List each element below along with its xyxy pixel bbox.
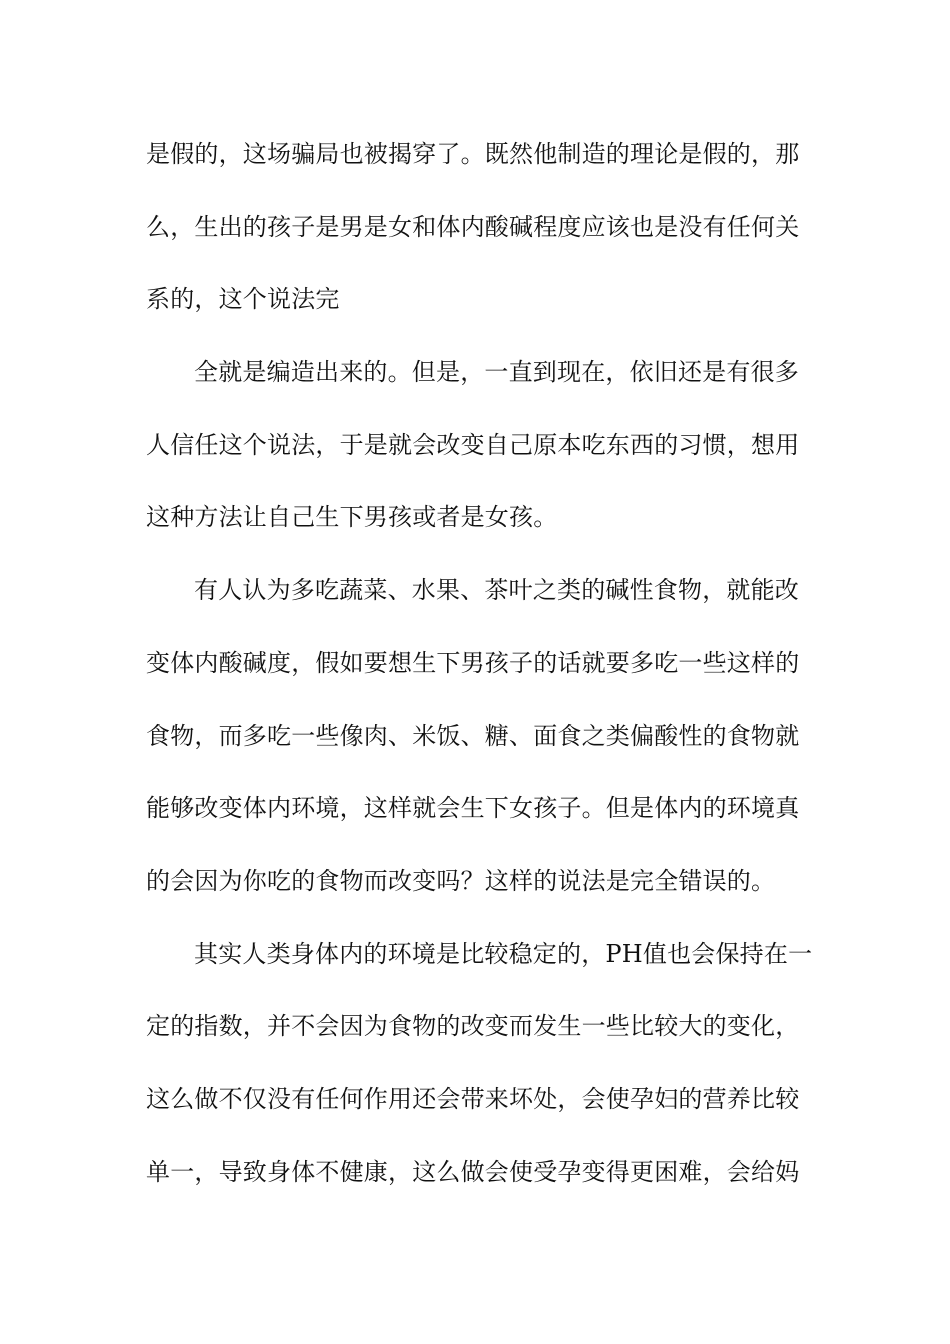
- text-line: 食物，而多吃一些像肉、米饭、糖、面食之类偏酸性的食物就: [146, 721, 800, 750]
- text-line: 其实人类身体内的环境是比较稳定的，PH值也会保持在一: [194, 939, 813, 968]
- text-line: 这么做不仅没有任何作用还会带来坏处，会使孕妇的营养比较: [146, 1084, 800, 1113]
- text-line: 全就是编造出来的。但是，一直到现在，依旧还是有很多: [194, 358, 799, 387]
- text-line: 这种方法让自己生下男孩或者是女孩。: [146, 503, 558, 532]
- document-body: [146, 133, 813, 1223]
- text-line: 单一，导致身体不健康，这么做会使受孕变得更困难，会给妈: [146, 1157, 800, 1186]
- text-line: 人信任这个说法，于是就会改变自己原本吃东西的习惯，想用: [146, 430, 800, 459]
- text-line: 能够改变体内环境，这样就会生下女孩子。但是体内的环境真: [146, 794, 800, 823]
- text-line: 的会因为你吃的食物而改变吗？这样的说法是完全错误的。: [146, 866, 776, 895]
- text-line: 定的指数，并不会因为食物的改变而发生一些比较大的变化，: [146, 1012, 800, 1041]
- text-line: 么，生出的孩子是男是女和体内酸碱程度应该也是没有任何关: [146, 212, 800, 241]
- text-line: 系的，这个说法完: [146, 285, 340, 314]
- text-line: 是假的，这场骗局也被揭穿了。既然他制造的理论是假的，那: [146, 140, 800, 168]
- text-line: 有人认为多吃蔬菜、水果、茶叶之类的碱性食物，就能改: [194, 576, 799, 605]
- text-line: 变体内酸碱度，假如要想生下男孩子的话就要多吃一些这样的: [146, 648, 800, 677]
